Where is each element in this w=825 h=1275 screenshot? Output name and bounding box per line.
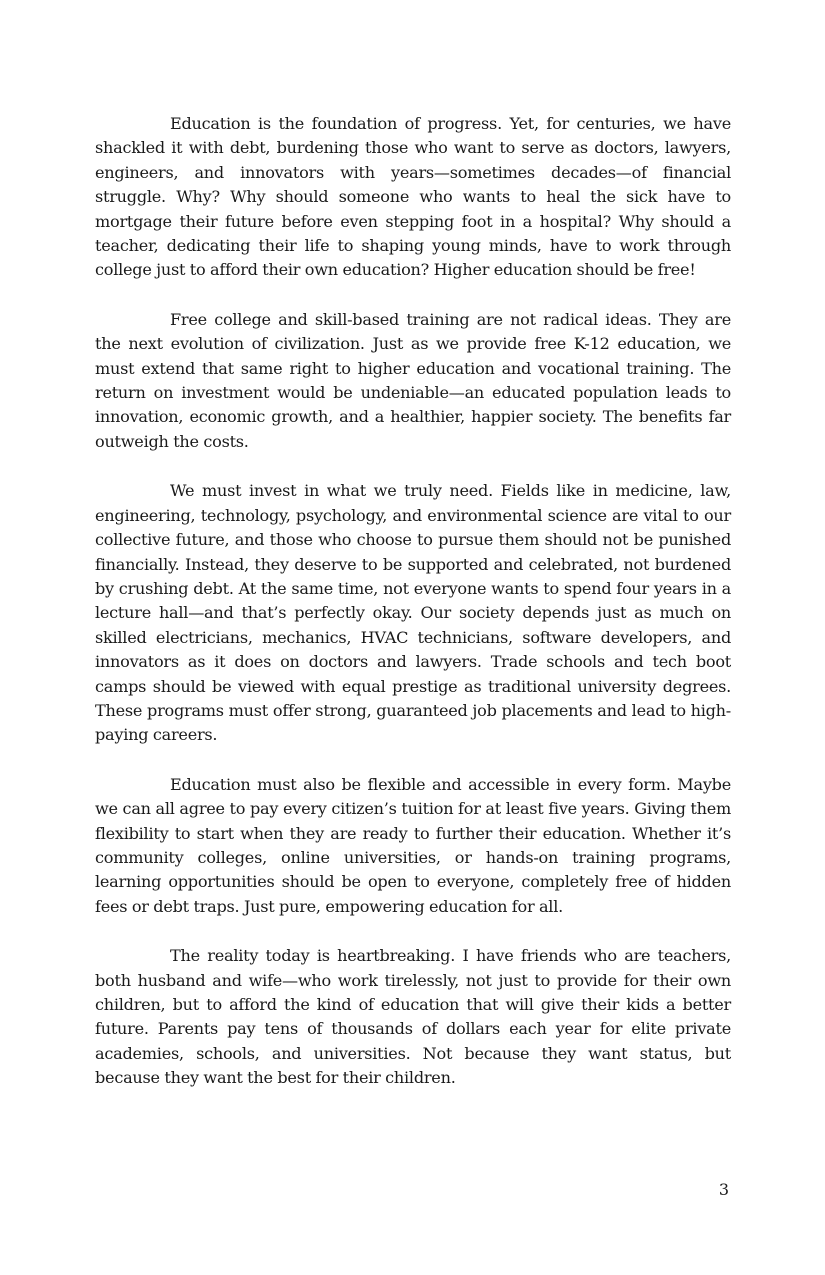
body-text (95, 112, 731, 1116)
paragraph-2: Free college and skill-based training are not radical ideas. They are the next evolution of civilization. Just as we provide free K-12 education, we must extend that same right to higher education and vocational training. The return on investment would be undeniable—an educated population leads to innovation, economic growth, and a healthier, happier society. The benefits far outweigh the costs. (95, 309, 731, 451)
paragraph-5: The reality today is heartbreaking. I have friends who are teachers, both husband and wife—who work tirelessly, not just to provide for their own children, but to afford the kind of education that will give their kids a better future. Parents pay tens of thousands of dollars each year for elite private academies, schools, and universities. Not because they want status, but because they want the best for their children. (95, 946, 731, 1088)
paragraph-1: Education is the foundation of progress. Yet, for centuries, we have shackled it with debt, burdening those who want to serve as doctors, lawyers, engineers, and innovators with years—sometimes decades—of financial struggle. Why? Why should someone who wants to heal the sick have to mortgage their future before even stepping foot in a hospital? Why should a teacher, dedicating their life to shaping young minds, have to work through college just to afford their own education? Higher education should be free! (95, 114, 731, 280)
paragraph-3: We must invest in what we truly need. Fields like in medicine, law, engineering, technology, psychology, and environmental science are vital to our collective future, and those who choose to pursue them should not be punished financially. Instead, they deserve to be supported and celebrated, not burdened by crushing debt. At the same time, not everyone wants to spend four years in a lecture hall—and that’s perfectly okay. Our society depends just as much on skilled electricians, mechanics, HVAC technicians, software developers, and innovators as it does on doctors and lawyers. Trade schools and tech boot camps should be viewed with equal prestige as traditional university degrees. These programs must offer strong, guaranteed job placements and lead to high-paying careers. (95, 481, 731, 745)
paragraph-4: Education must also be flexible and accessible in every form. Maybe we can all agree to pay every citizen’s tuition for at least five years. Giving them flexibility to start when they are ready to further their education. Whether it’s community colleges, online universities, or hands-on training programs, learning opportunities should be open to everyone, completely free of hidden fees or debt traps. Just pure, empowering education for all. (95, 774, 731, 916)
page-number: 3 (718, 1180, 729, 1199)
